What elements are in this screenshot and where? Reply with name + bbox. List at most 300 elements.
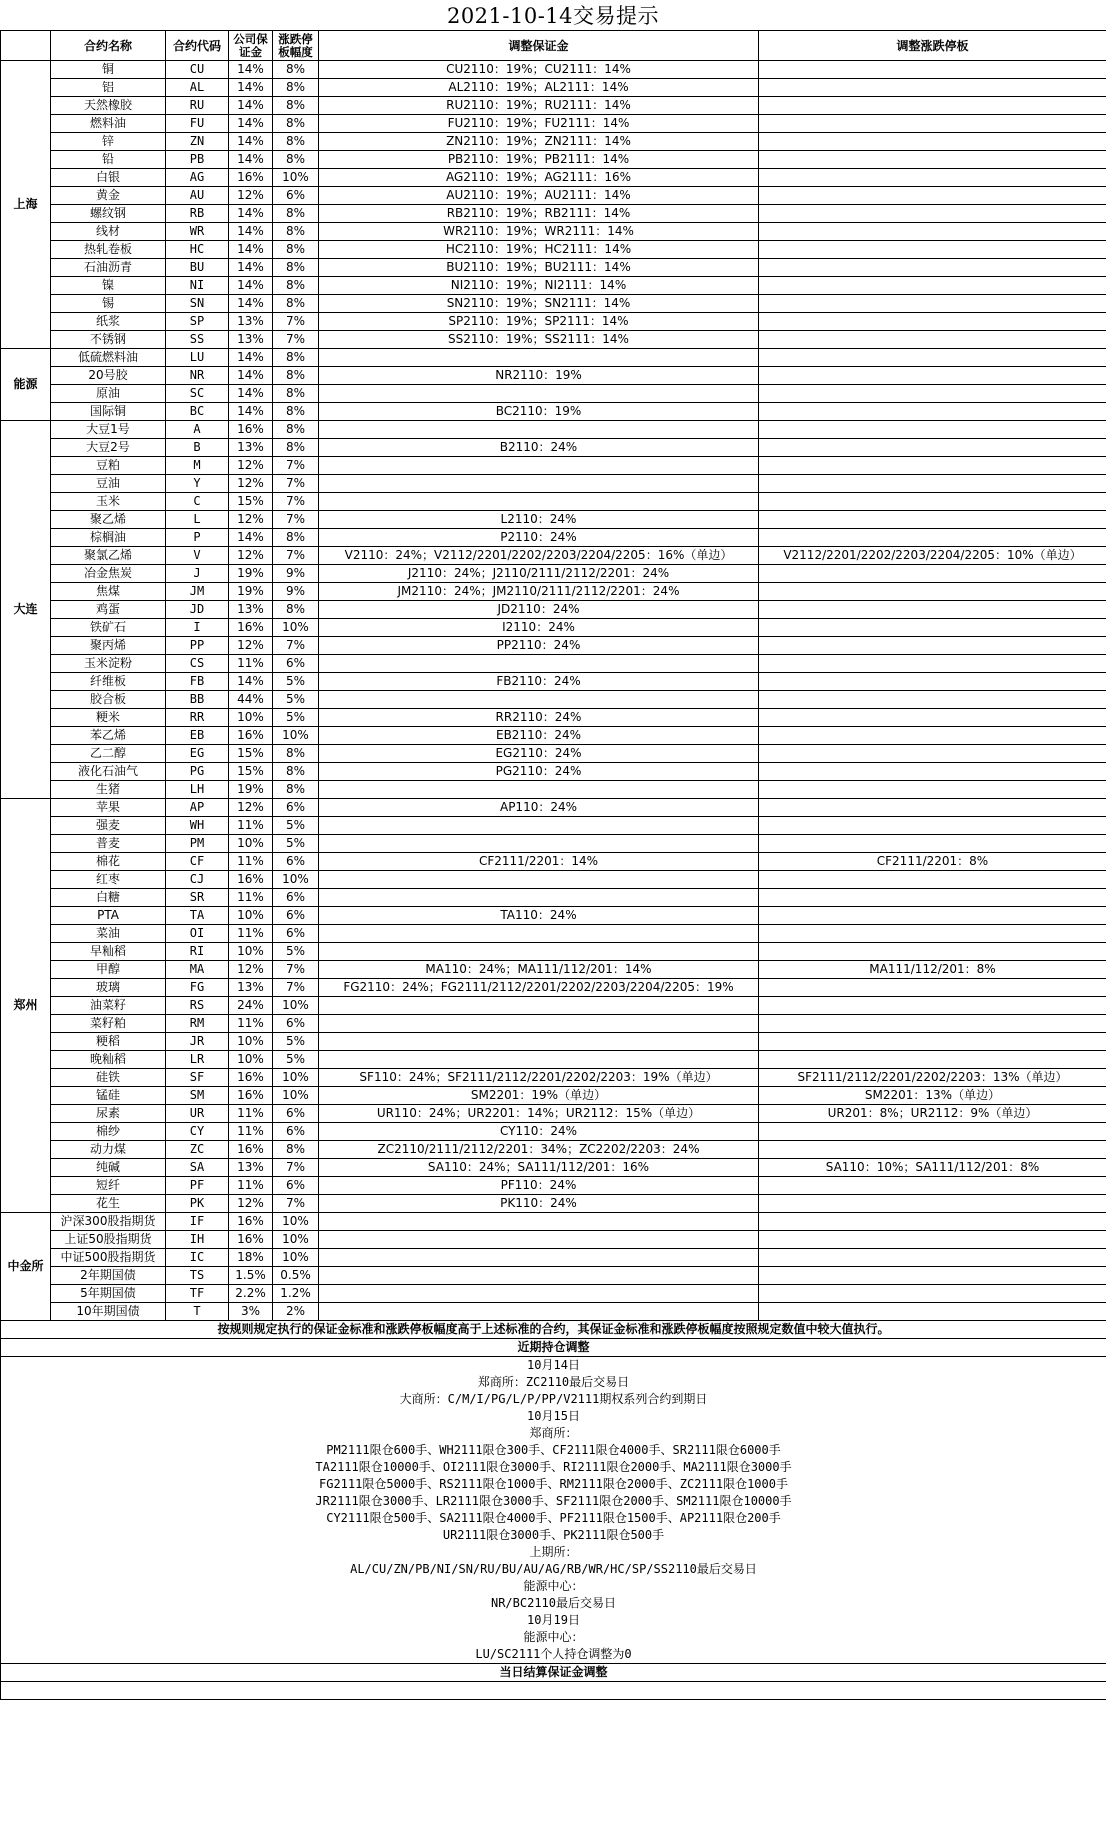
company-margin-cell: 16% bbox=[229, 727, 273, 745]
position-line: PM2111限仓600手、WH2111限仓300手、CF2111限仓4000手、SR2111限仓6000手 bbox=[326, 1443, 781, 1457]
limit-range-cell: 6% bbox=[273, 889, 319, 907]
adjusted-limit-cell bbox=[759, 169, 1106, 187]
contract-code-cell: JM bbox=[166, 583, 229, 601]
limit-range-cell: 7% bbox=[273, 1195, 319, 1213]
company-margin-cell: 14% bbox=[229, 529, 273, 547]
limit-range-cell: 5% bbox=[273, 709, 319, 727]
limit-range-cell: 8% bbox=[273, 151, 319, 169]
contract-code-cell: SP bbox=[166, 313, 229, 331]
table-row bbox=[1, 1141, 1106, 1159]
contract-name-cell: 玉米 bbox=[51, 493, 166, 511]
contract-code-cell: BB bbox=[166, 691, 229, 709]
header-adjusted-limit: 调整涨跌停板 bbox=[759, 31, 1106, 61]
contract-code-cell: SR bbox=[166, 889, 229, 907]
contract-code-cell: C bbox=[166, 493, 229, 511]
adjusted-limit-cell bbox=[759, 907, 1106, 925]
table-row bbox=[1, 925, 1106, 943]
adjusted-margin-cell bbox=[319, 1249, 759, 1267]
company-margin-cell: 14% bbox=[229, 151, 273, 169]
adjusted-margin-cell bbox=[319, 1267, 759, 1285]
contract-name-cell: 锌 bbox=[51, 133, 166, 151]
contract-code-cell: SC bbox=[166, 385, 229, 403]
contract-name-cell: 热轧卷板 bbox=[51, 241, 166, 259]
adjusted-limit-cell bbox=[759, 187, 1106, 205]
table-row bbox=[1, 961, 1106, 979]
limit-range-cell: 10% bbox=[273, 1087, 319, 1105]
exchange-label: 大连 bbox=[1, 421, 51, 799]
adjusted-limit-cell bbox=[759, 1249, 1106, 1267]
adjusted-limit-cell bbox=[759, 1285, 1106, 1303]
table-row bbox=[1, 1267, 1106, 1285]
company-margin-cell: 12% bbox=[229, 187, 273, 205]
table-row bbox=[1, 673, 1106, 691]
contract-code-cell: CJ bbox=[166, 871, 229, 889]
table-row bbox=[1, 241, 1106, 259]
contract-name-cell: 聚氯乙烯 bbox=[51, 547, 166, 565]
adjusted-margin-cell bbox=[319, 817, 759, 835]
adjusted-margin-cell: P2110：24% bbox=[319, 529, 759, 547]
adjusted-limit-cell bbox=[759, 889, 1106, 907]
adjusted-margin-cell: FU2110：19%；FU2111：14% bbox=[319, 115, 759, 133]
adjusted-limit-cell bbox=[759, 331, 1106, 349]
contract-code-cell: RM bbox=[166, 1015, 229, 1033]
table-row bbox=[1, 637, 1106, 655]
contract-code-cell: M bbox=[166, 457, 229, 475]
contract-name-cell: 聚丙烯 bbox=[51, 637, 166, 655]
adjusted-margin-cell bbox=[319, 1303, 759, 1321]
limit-range-cell: 8% bbox=[273, 259, 319, 277]
company-margin-cell: 15% bbox=[229, 763, 273, 781]
adjusted-limit-cell bbox=[759, 313, 1106, 331]
company-margin-cell: 14% bbox=[229, 367, 273, 385]
header-row bbox=[1, 31, 1106, 61]
adjusted-margin-cell: ZC2110/2111/2112/2201：34%；ZC2202/2203：24% bbox=[319, 1141, 759, 1159]
company-margin-cell: 14% bbox=[229, 295, 273, 313]
table-row bbox=[1, 727, 1106, 745]
contract-code-cell: SA bbox=[166, 1159, 229, 1177]
limit-range-cell: 6% bbox=[273, 799, 319, 817]
position-line: LU/SC2111个人持仓调整为0 bbox=[475, 1647, 632, 1661]
table-row bbox=[1, 403, 1106, 421]
adjusted-margin-cell: V2110：24%；V2112/2201/2202/2203/2204/2205：16%（单边） bbox=[319, 547, 759, 565]
contract-name-cell: 沪深300股指期货 bbox=[51, 1213, 166, 1231]
table-row bbox=[1, 853, 1106, 871]
company-margin-cell: 14% bbox=[229, 205, 273, 223]
contract-code-cell: IC bbox=[166, 1249, 229, 1267]
contract-name-cell: 10年期国债 bbox=[51, 1303, 166, 1321]
adjusted-margin-cell: CF2111/2201：14% bbox=[319, 853, 759, 871]
adjusted-limit-cell: V2112/2201/2202/2203/2204/2205：10%（单边） bbox=[759, 547, 1106, 565]
limit-range-cell: 7% bbox=[273, 979, 319, 997]
table-row bbox=[1, 421, 1106, 439]
adjusted-limit-cell: CF2111/2201：8% bbox=[759, 853, 1106, 871]
adjusted-margin-cell: SN2110：19%；SN2111：14% bbox=[319, 295, 759, 313]
adjusted-margin-cell: JM2110：24%；JM2110/2111/2112/2201：24% bbox=[319, 583, 759, 601]
adjusted-margin-cell bbox=[319, 385, 759, 403]
position-line: 大商所：C/M/I/PG/L/P/PP/V2111期权系列合约到期日 bbox=[399, 1392, 708, 1406]
company-margin-cell: 11% bbox=[229, 817, 273, 835]
contract-code-cell: CF bbox=[166, 853, 229, 871]
contract-name-cell: 中证500股指期货 bbox=[51, 1249, 166, 1267]
limit-range-cell: 6% bbox=[273, 1015, 319, 1033]
adjusted-limit-cell bbox=[759, 1015, 1106, 1033]
company-margin-cell: 12% bbox=[229, 1195, 273, 1213]
table-row bbox=[1, 1051, 1106, 1069]
table-row bbox=[1, 1195, 1106, 1213]
limit-range-cell: 8% bbox=[273, 241, 319, 259]
adjusted-margin-cell bbox=[319, 1231, 759, 1249]
table-row bbox=[1, 1123, 1106, 1141]
contract-name-cell: 豆粕 bbox=[51, 457, 166, 475]
contract-name-cell: 纤维板 bbox=[51, 673, 166, 691]
header-adjusted-margin: 调整保证金 bbox=[319, 31, 759, 61]
position-line: 能源中心： bbox=[523, 1579, 584, 1593]
exchange-label: 中金所 bbox=[1, 1213, 51, 1321]
adjusted-margin-cell: B2110：24% bbox=[319, 439, 759, 457]
footer-section bbox=[1, 1321, 1106, 1700]
adjusted-limit-cell bbox=[759, 943, 1106, 961]
table-row bbox=[1, 313, 1106, 331]
limit-range-cell: 8% bbox=[273, 349, 319, 367]
limit-range-cell: 2% bbox=[273, 1303, 319, 1321]
table-row bbox=[1, 79, 1106, 97]
company-margin-cell: 10% bbox=[229, 943, 273, 961]
table-row bbox=[1, 565, 1106, 583]
adjusted-limit-cell bbox=[759, 511, 1106, 529]
limit-range-cell: 5% bbox=[273, 1051, 319, 1069]
contract-name-cell: 锡 bbox=[51, 295, 166, 313]
limit-range-cell: 10% bbox=[273, 997, 319, 1015]
position-adjust-content bbox=[1, 1357, 1106, 1664]
company-margin-cell: 10% bbox=[229, 709, 273, 727]
limit-range-cell: 10% bbox=[273, 169, 319, 187]
table-row bbox=[1, 169, 1106, 187]
contract-name-cell: 冶金焦炭 bbox=[51, 565, 166, 583]
adjusted-limit-cell bbox=[759, 1267, 1106, 1285]
limit-range-cell: 10% bbox=[273, 871, 319, 889]
contract-name-cell: 上证50股指期货 bbox=[51, 1231, 166, 1249]
contract-name-cell: 锰硅 bbox=[51, 1087, 166, 1105]
table-row bbox=[1, 529, 1106, 547]
limit-range-cell: 8% bbox=[273, 439, 319, 457]
contract-name-cell: 早籼稻 bbox=[51, 943, 166, 961]
contract-name-cell: 黄金 bbox=[51, 187, 166, 205]
adjusted-limit-cell bbox=[759, 835, 1106, 853]
adjusted-limit-cell bbox=[759, 475, 1106, 493]
contract-code-cell: NR bbox=[166, 367, 229, 385]
limit-range-cell: 5% bbox=[273, 835, 319, 853]
limit-range-cell: 7% bbox=[273, 331, 319, 349]
company-margin-cell: 14% bbox=[229, 277, 273, 295]
contract-name-cell: 棉纱 bbox=[51, 1123, 166, 1141]
table-row bbox=[1, 133, 1106, 151]
company-margin-cell: 1.5% bbox=[229, 1267, 273, 1285]
contract-name-cell: 20号胶 bbox=[51, 367, 166, 385]
table-row bbox=[1, 997, 1106, 1015]
company-margin-cell: 15% bbox=[229, 493, 273, 511]
adjusted-limit-cell bbox=[759, 403, 1106, 421]
limit-range-cell: 8% bbox=[273, 1141, 319, 1159]
adjusted-limit-cell bbox=[759, 1051, 1106, 1069]
company-margin-cell: 13% bbox=[229, 331, 273, 349]
adjusted-limit-cell bbox=[759, 979, 1106, 997]
limit-range-cell: 5% bbox=[273, 817, 319, 835]
limit-range-cell: 8% bbox=[273, 403, 319, 421]
contract-code-cell: BU bbox=[166, 259, 229, 277]
adjusted-margin-cell: AU2110：19%；AU2111：14% bbox=[319, 187, 759, 205]
company-margin-cell: 44% bbox=[229, 691, 273, 709]
contract-code-cell: AG bbox=[166, 169, 229, 187]
table-row bbox=[1, 817, 1106, 835]
contract-name-cell: 焦煤 bbox=[51, 583, 166, 601]
company-margin-cell: 16% bbox=[229, 1231, 273, 1249]
adjusted-margin-cell: RR2110：24% bbox=[319, 709, 759, 727]
table-row bbox=[1, 871, 1106, 889]
adjusted-limit-cell bbox=[759, 457, 1106, 475]
contract-code-cell: HC bbox=[166, 241, 229, 259]
adjusted-margin-cell: PK110：24% bbox=[319, 1195, 759, 1213]
contract-code-cell: FU bbox=[166, 115, 229, 133]
position-line: FG2111限仓5000手、RS2111限仓1000手、RM2111限仓2000手、ZC2111限仓1000手 bbox=[319, 1477, 788, 1491]
company-margin-cell: 14% bbox=[229, 115, 273, 133]
adjusted-limit-cell bbox=[759, 781, 1106, 799]
contract-name-cell: 白糖 bbox=[51, 889, 166, 907]
company-margin-cell: 16% bbox=[229, 619, 273, 637]
adjusted-margin-cell: RB2110：19%；RB2111：14% bbox=[319, 205, 759, 223]
adjusted-limit-cell bbox=[759, 385, 1106, 403]
adjusted-limit-cell bbox=[759, 367, 1106, 385]
contract-name-cell: 镍 bbox=[51, 277, 166, 295]
contract-code-cell: J bbox=[166, 565, 229, 583]
table-row bbox=[1, 259, 1106, 277]
adjusted-margin-cell bbox=[319, 871, 759, 889]
limit-range-cell: 8% bbox=[273, 763, 319, 781]
adjusted-limit-cell: UR201：8%；UR2112：9%（单边） bbox=[759, 1105, 1106, 1123]
contract-code-cell: P bbox=[166, 529, 229, 547]
adjusted-margin-cell: AP110：24% bbox=[319, 799, 759, 817]
contract-name-cell: 乙二醇 bbox=[51, 745, 166, 763]
adjusted-limit-cell bbox=[759, 1213, 1106, 1231]
limit-range-cell: 8% bbox=[273, 421, 319, 439]
settlement-margin-content bbox=[1, 1682, 1106, 1700]
limit-range-cell: 6% bbox=[273, 1105, 319, 1123]
adjusted-limit-cell bbox=[759, 241, 1106, 259]
limit-range-cell: 5% bbox=[273, 1033, 319, 1051]
company-margin-cell: 12% bbox=[229, 961, 273, 979]
company-margin-cell: 12% bbox=[229, 511, 273, 529]
adjusted-margin-cell bbox=[319, 1051, 759, 1069]
limit-range-cell: 8% bbox=[273, 205, 319, 223]
company-margin-cell: 14% bbox=[229, 241, 273, 259]
contract-name-cell: 普麦 bbox=[51, 835, 166, 853]
company-margin-cell: 10% bbox=[229, 907, 273, 925]
contract-code-cell: CU bbox=[166, 61, 229, 79]
contract-code-cell: FG bbox=[166, 979, 229, 997]
company-margin-cell: 14% bbox=[229, 259, 273, 277]
contract-code-cell: ZN bbox=[166, 133, 229, 151]
position-line: 郑商所： bbox=[529, 1426, 578, 1440]
limit-range-cell: 10% bbox=[273, 1249, 319, 1267]
table-row bbox=[1, 1285, 1106, 1303]
contract-code-cell: RI bbox=[166, 943, 229, 961]
company-margin-cell: 14% bbox=[229, 79, 273, 97]
table-row bbox=[1, 691, 1106, 709]
table-row bbox=[1, 601, 1106, 619]
adjusted-margin-cell: SF110：24%；SF2111/2112/2201/2202/2203：19%（单边） bbox=[319, 1069, 759, 1087]
adjusted-limit-cell bbox=[759, 925, 1106, 943]
table-row bbox=[1, 1213, 1106, 1231]
table-row bbox=[1, 799, 1106, 817]
adjusted-margin-cell bbox=[319, 997, 759, 1015]
table-row bbox=[1, 223, 1106, 241]
company-margin-cell: 12% bbox=[229, 799, 273, 817]
contract-name-cell: 玉米淀粉 bbox=[51, 655, 166, 673]
contract-name-cell: 苹果 bbox=[51, 799, 166, 817]
contract-code-cell: WR bbox=[166, 223, 229, 241]
contract-name-cell: 不锈钢 bbox=[51, 331, 166, 349]
contract-name-cell: 原油 bbox=[51, 385, 166, 403]
settlement-margin-title: 当日结算保证金调整 bbox=[1, 1664, 1106, 1682]
adjusted-margin-cell bbox=[319, 943, 759, 961]
adjusted-limit-cell bbox=[759, 619, 1106, 637]
adjusted-margin-cell: PB2110：19%；PB2111：14% bbox=[319, 151, 759, 169]
header-limit-range: 涨跌停板幅度 bbox=[273, 31, 319, 61]
contract-name-cell: 棕榈油 bbox=[51, 529, 166, 547]
company-margin-cell: 16% bbox=[229, 169, 273, 187]
table-row bbox=[1, 655, 1106, 673]
table-row bbox=[1, 475, 1106, 493]
contract-code-cell: EB bbox=[166, 727, 229, 745]
company-margin-cell: 18% bbox=[229, 1249, 273, 1267]
limit-range-cell: 6% bbox=[273, 853, 319, 871]
company-margin-cell: 16% bbox=[229, 1141, 273, 1159]
company-margin-cell: 14% bbox=[229, 97, 273, 115]
contract-name-cell: 纯碱 bbox=[51, 1159, 166, 1177]
contract-code-cell: IH bbox=[166, 1231, 229, 1249]
adjusted-margin-cell: I2110：24% bbox=[319, 619, 759, 637]
adjusted-limit-cell bbox=[759, 133, 1106, 151]
contract-code-cell: CS bbox=[166, 655, 229, 673]
table-row bbox=[1, 709, 1106, 727]
table-row bbox=[1, 187, 1106, 205]
adjusted-limit-cell bbox=[759, 259, 1106, 277]
adjusted-margin-cell: AL2110：19%；AL2111：14% bbox=[319, 79, 759, 97]
limit-range-cell: 9% bbox=[273, 565, 319, 583]
adjusted-limit-cell bbox=[759, 151, 1106, 169]
adjusted-limit-cell bbox=[759, 1033, 1106, 1051]
adjusted-limit-cell: MA111/112/201：8% bbox=[759, 961, 1106, 979]
adjusted-limit-cell bbox=[759, 1303, 1106, 1321]
adjusted-margin-cell: UR110：24%；UR2201：14%；UR2112：15%（单边） bbox=[319, 1105, 759, 1123]
contract-code-cell: BC bbox=[166, 403, 229, 421]
adjusted-margin-cell: FG2110：24%；FG2111/2112/2201/2202/2203/2204/2205：19% bbox=[319, 979, 759, 997]
adjusted-limit-cell bbox=[759, 727, 1106, 745]
company-margin-cell: 16% bbox=[229, 1087, 273, 1105]
contract-name-cell: 纸浆 bbox=[51, 313, 166, 331]
contract-code-cell: SF bbox=[166, 1069, 229, 1087]
company-margin-cell: 14% bbox=[229, 673, 273, 691]
company-margin-cell: 19% bbox=[229, 565, 273, 583]
adjusted-limit-cell bbox=[759, 997, 1106, 1015]
adjusted-margin-cell bbox=[319, 349, 759, 367]
margin-table-body bbox=[1, 61, 1106, 1321]
table-row bbox=[1, 1105, 1106, 1123]
limit-range-cell: 9% bbox=[273, 583, 319, 601]
contract-code-cell: Y bbox=[166, 475, 229, 493]
limit-range-cell: 7% bbox=[273, 961, 319, 979]
contract-code-cell: TA bbox=[166, 907, 229, 925]
table-row bbox=[1, 583, 1106, 601]
adjusted-margin-cell: SM2201：19%（单边） bbox=[319, 1087, 759, 1105]
limit-range-cell: 6% bbox=[273, 655, 319, 673]
company-margin-cell: 11% bbox=[229, 655, 273, 673]
limit-range-cell: 8% bbox=[273, 223, 319, 241]
contract-name-cell: 油菜籽 bbox=[51, 997, 166, 1015]
adjusted-margin-cell bbox=[319, 1213, 759, 1231]
adjusted-margin-cell: WR2110：19%；WR2111：14% bbox=[319, 223, 759, 241]
company-margin-cell: 13% bbox=[229, 439, 273, 457]
company-margin-cell: 14% bbox=[229, 61, 273, 79]
adjusted-margin-cell bbox=[319, 925, 759, 943]
limit-range-cell: 6% bbox=[273, 187, 319, 205]
company-margin-cell: 2.2% bbox=[229, 1285, 273, 1303]
table-row bbox=[1, 1303, 1106, 1321]
contract-name-cell: 天然橡胶 bbox=[51, 97, 166, 115]
contract-code-cell: UR bbox=[166, 1105, 229, 1123]
contract-name-cell: 胶合板 bbox=[51, 691, 166, 709]
adjusted-limit-cell bbox=[759, 871, 1106, 889]
contract-code-cell: L bbox=[166, 511, 229, 529]
position-line: JR2111限仓3000手、LR2111限仓3000手、SF2111限仓2000手、SM2111限仓10000手 bbox=[315, 1494, 792, 1508]
limit-range-cell: 10% bbox=[273, 727, 319, 745]
margin-table bbox=[0, 30, 1106, 1700]
contract-code-cell: RU bbox=[166, 97, 229, 115]
company-margin-cell: 19% bbox=[229, 583, 273, 601]
limit-range-cell: 10% bbox=[273, 619, 319, 637]
company-margin-cell: 11% bbox=[229, 1015, 273, 1033]
contract-name-cell: 粳稻 bbox=[51, 1033, 166, 1051]
adjusted-margin-cell: HC2110：19%；HC2111：14% bbox=[319, 241, 759, 259]
adjusted-limit-cell bbox=[759, 691, 1106, 709]
limit-range-cell: 8% bbox=[273, 601, 319, 619]
adjusted-margin-cell bbox=[319, 493, 759, 511]
contract-name-cell: 铝 bbox=[51, 79, 166, 97]
adjusted-margin-cell bbox=[319, 781, 759, 799]
limit-range-cell: 7% bbox=[273, 1159, 319, 1177]
exchange-label: 上海 bbox=[1, 61, 51, 349]
contract-name-cell: 鸡蛋 bbox=[51, 601, 166, 619]
contract-name-cell: 大豆2号 bbox=[51, 439, 166, 457]
contract-code-cell: OI bbox=[166, 925, 229, 943]
contract-code-cell: JR bbox=[166, 1033, 229, 1051]
adjusted-limit-cell bbox=[759, 61, 1106, 79]
limit-range-cell: 8% bbox=[273, 781, 319, 799]
contract-code-cell: AL bbox=[166, 79, 229, 97]
company-margin-cell: 11% bbox=[229, 925, 273, 943]
adjusted-margin-cell: RU2110：19%；RU2111：14% bbox=[319, 97, 759, 115]
company-margin-cell: 16% bbox=[229, 421, 273, 439]
adjusted-limit-cell bbox=[759, 655, 1106, 673]
company-margin-cell: 12% bbox=[229, 637, 273, 655]
table-row bbox=[1, 97, 1106, 115]
company-margin-cell: 14% bbox=[229, 133, 273, 151]
adjusted-margin-cell: EB2110：24% bbox=[319, 727, 759, 745]
rule-note: 按规则规定执行的保证金标准和涨跌停板幅度高于上述标准的合约，其保证金标准和涨跌停板幅度按照规定数值中较大值执行。 bbox=[1, 1321, 1106, 1339]
adjusted-limit-cell bbox=[759, 1177, 1106, 1195]
adjusted-limit-cell bbox=[759, 799, 1106, 817]
limit-range-cell: 7% bbox=[273, 637, 319, 655]
position-line: 10月15日 bbox=[527, 1409, 580, 1423]
